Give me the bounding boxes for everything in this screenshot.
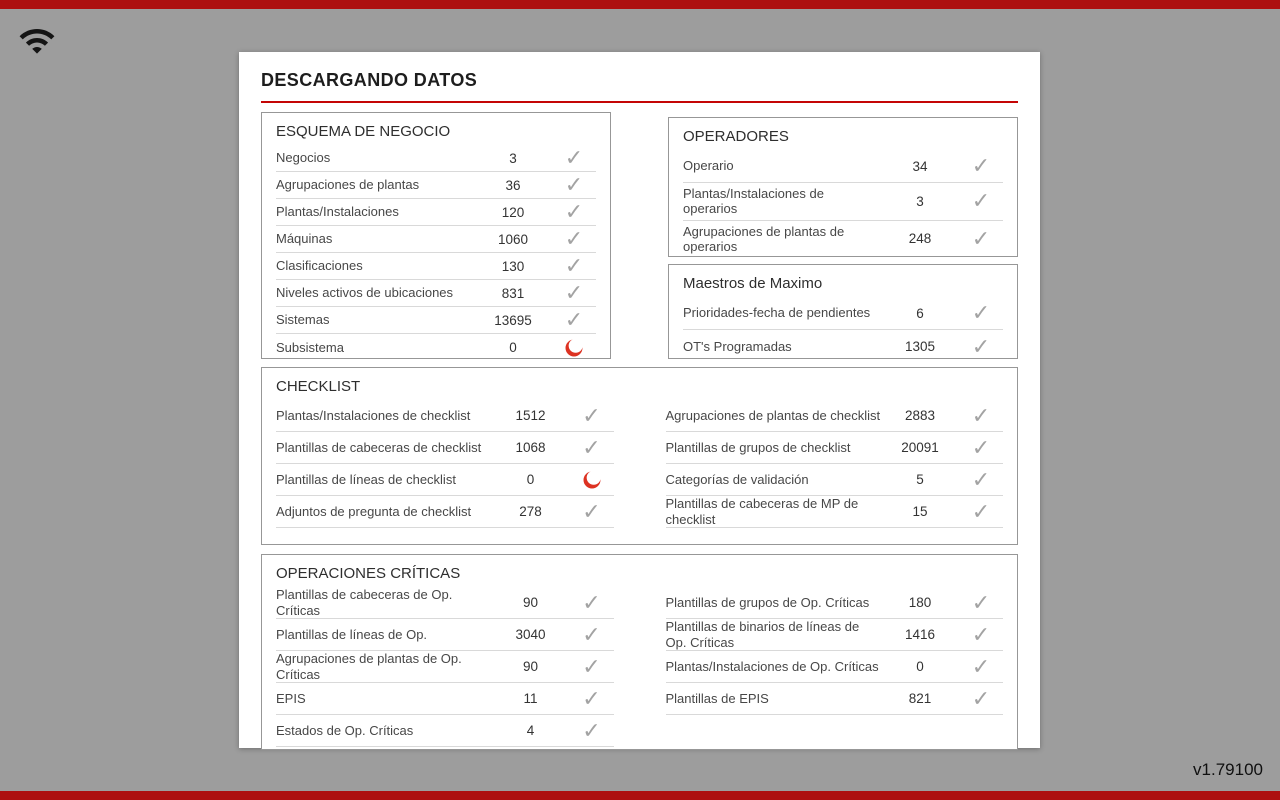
data-row: [276, 226, 596, 253]
top-sections-row: [261, 112, 1018, 359]
row-label: OT's Programadas: [683, 338, 792, 354]
row-value: 20091: [901, 440, 939, 455]
row-value: 130: [501, 258, 525, 274]
check-icon: [552, 307, 596, 333]
section-operadores: [668, 117, 1018, 257]
top-red-bar: [0, 0, 1280, 9]
row-value: 5: [916, 472, 924, 487]
data-row: [276, 145, 596, 172]
data-row: [666, 400, 1004, 432]
operaciones-right-column: [666, 587, 1004, 747]
bottom-red-bar: [0, 791, 1280, 800]
row-value: 4: [526, 723, 535, 738]
row-label: Plantillas de EPIS: [665, 690, 769, 706]
data-row: [683, 330, 1003, 359]
check-icon: [959, 330, 1003, 359]
check-icon: [552, 226, 596, 252]
data-row: [276, 496, 614, 528]
data-row: [276, 464, 614, 496]
row-value: 15: [912, 504, 928, 519]
section-title-maestros: Maestros de Maximo: [683, 275, 823, 292]
row-label: Subsistema: [276, 339, 344, 355]
row-label: Categorías de validación: [665, 471, 809, 487]
row-label: Plantillas de grupos de Op. Críticas: [665, 594, 870, 610]
row-value: 0: [916, 659, 924, 674]
check-icon: [570, 400, 614, 431]
section-title-operaciones: OPERACIONES CRÍTICAS: [276, 565, 461, 582]
checklist-columns: [276, 400, 1003, 528]
row-value: 278: [519, 504, 542, 519]
data-row: [276, 172, 596, 199]
loading-icon: [552, 334, 596, 359]
row-value: 1068: [515, 440, 546, 455]
row-value: 1416: [904, 627, 936, 642]
data-row: [683, 150, 1003, 183]
row-label: Plantas/Instalaciones de operarios: [683, 186, 824, 217]
check-icon: [570, 683, 614, 714]
row-value: 6: [916, 305, 924, 321]
check-icon: [959, 496, 1003, 527]
checklist-right-column: [666, 400, 1004, 528]
row-value: 0: [526, 472, 535, 487]
row-value: 3: [916, 193, 924, 209]
check-icon: [959, 651, 1003, 682]
data-row: [276, 651, 614, 683]
row-value: 13695: [494, 312, 532, 328]
row-label: Niveles activos de ubicaciones: [276, 285, 454, 301]
loading-icon: [570, 464, 614, 495]
check-icon: [552, 172, 596, 198]
maestros-rows: [683, 297, 1003, 359]
check-icon: [552, 199, 596, 225]
data-row: [276, 619, 614, 651]
check-icon: [570, 619, 614, 650]
check-icon: [570, 496, 614, 527]
check-icon: [959, 226, 1003, 252]
check-icon: [959, 619, 1003, 650]
data-row: [276, 683, 614, 715]
row-value: 2883: [904, 408, 936, 423]
check-icon: [959, 432, 1003, 463]
data-row: [276, 400, 614, 432]
section-title-operadores: OPERADORES: [683, 128, 789, 145]
row-value: 3: [509, 150, 517, 166]
row-label: Plantas/Instalaciones de Op. Críticas: [665, 658, 879, 674]
row-label: Estados de Op. Críticas: [276, 722, 414, 738]
row-label: Agrupaciones de plantas de operarios: [683, 223, 845, 254]
row-value: 821: [908, 691, 932, 706]
section-title-checklist: CHECKLIST: [276, 378, 361, 395]
row-label: Operario: [683, 158, 734, 174]
check-icon: [552, 253, 596, 279]
row-value: 90: [522, 595, 539, 610]
check-icon: [959, 297, 1003, 329]
data-row: [276, 280, 596, 307]
check-icon: [959, 587, 1003, 618]
row-label: Plantillas de líneas de Op.: [276, 626, 428, 642]
row-label: EPIS: [276, 690, 306, 706]
check-icon: [552, 280, 596, 306]
row-label: Plantillas de binarios de líneas de Op. Críticas: [665, 619, 860, 650]
row-label: Adjuntos de pregunta de checklist: [276, 503, 472, 519]
row-value: 1305: [904, 339, 936, 354]
data-row: [276, 253, 596, 280]
row-label: Plantillas de cabeceras de checklist: [276, 439, 482, 455]
row-label: Plantillas de cabeceras de Op. Críticas: [276, 587, 453, 618]
data-row: [683, 183, 1003, 221]
row-label: Plantillas de cabeceras de MP de checklist: [665, 496, 859, 527]
data-row: [666, 464, 1004, 496]
data-row: [276, 199, 596, 226]
row-value: 248: [908, 231, 932, 247]
row-value: 3040: [515, 627, 546, 642]
row-label: Clasificaciones: [276, 258, 363, 274]
row-label: Agrupaciones de plantas de checklist: [665, 407, 881, 423]
checklist-left-column: [276, 400, 614, 528]
row-label: Agrupaciones de plantas de Op. Críticas: [276, 651, 462, 682]
esquema-rows: [276, 145, 596, 359]
row-label: Máquinas: [276, 231, 333, 247]
data-row: [276, 587, 614, 619]
data-row: [683, 221, 1003, 257]
data-row: [666, 432, 1004, 464]
row-value: 120: [501, 204, 525, 220]
section-title-esquema: ESQUEMA DE NEGOCIO: [276, 123, 451, 140]
row-value: 0: [509, 340, 517, 355]
row-label: Prioridades-fecha de pendientes: [683, 305, 871, 321]
section-esquema-de-negocio: [261, 112, 611, 359]
version-label: v1.79100: [1193, 760, 1263, 779]
row-value: 36: [505, 177, 521, 193]
data-row: [276, 715, 614, 747]
check-icon: [570, 651, 614, 682]
operadores-rows: [683, 150, 1003, 257]
operaciones-columns: [276, 587, 1003, 747]
data-row: [666, 683, 1004, 715]
data-row: [666, 619, 1004, 651]
row-value: 34: [912, 158, 928, 174]
data-row: [276, 334, 596, 359]
row-label: Agrupaciones de plantas: [276, 177, 420, 193]
wifi-icon: [16, 22, 58, 60]
check-icon: [959, 400, 1003, 431]
check-icon: [959, 464, 1003, 495]
check-icon: [959, 153, 1003, 179]
page-title: DESCARGANDO DATOS: [261, 62, 1018, 103]
row-label: Plantas/Instalaciones de checklist: [276, 407, 471, 423]
right-sections-stack: [668, 117, 1018, 359]
check-icon: [552, 145, 596, 171]
check-icon: [570, 432, 614, 463]
operaciones-left-column: [276, 587, 614, 747]
download-dialog: [239, 52, 1040, 748]
section-checklist: [261, 367, 1018, 545]
row-label: Sistemas: [276, 312, 330, 328]
check-icon: [570, 715, 614, 746]
check-icon: [959, 683, 1003, 714]
data-row: [666, 587, 1004, 619]
data-row: [666, 496, 1004, 528]
row-label: Plantillas de grupos de checklist: [665, 439, 851, 455]
section-operaciones-criticas: [261, 554, 1018, 750]
row-value: 90: [522, 659, 539, 674]
row-value: 1512: [515, 408, 546, 423]
row-label: Negocios: [276, 150, 331, 166]
data-row: [683, 297, 1003, 330]
row-value: 11: [523, 691, 538, 706]
row-value: 180: [908, 595, 932, 610]
check-icon: [570, 587, 614, 618]
check-icon: [959, 188, 1003, 214]
row-value: 1060: [497, 231, 529, 247]
row-value: 831: [501, 285, 525, 301]
data-row: [276, 307, 596, 334]
section-maestros-de-maximo: [668, 264, 1018, 359]
row-label: Plantas/Instalaciones: [276, 204, 399, 220]
data-row: [276, 432, 614, 464]
row-label: Plantillas de líneas de checklist: [276, 471, 456, 487]
data-row: [666, 651, 1004, 683]
